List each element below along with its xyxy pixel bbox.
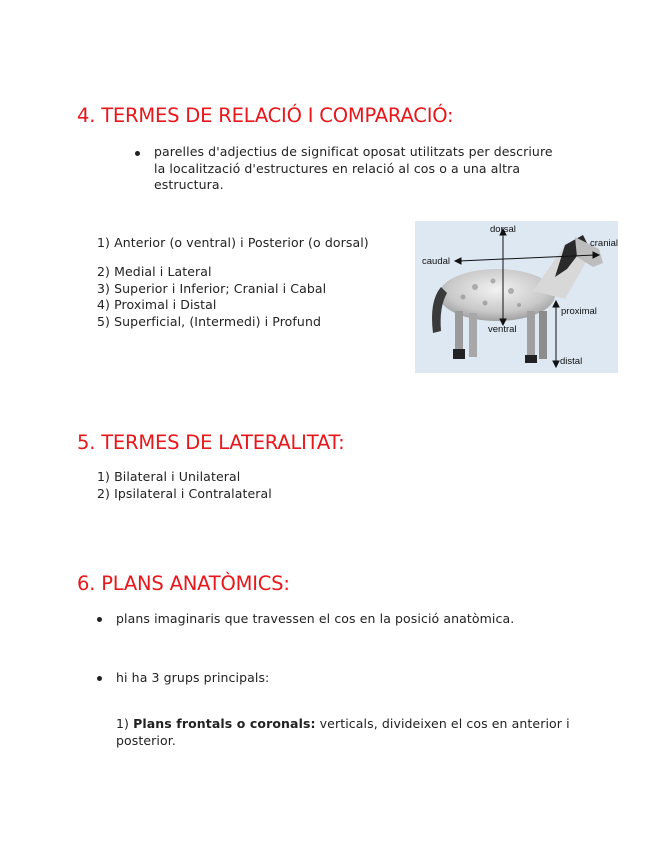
item-line: posterior. bbox=[116, 732, 176, 748]
arrowhead-down bbox=[553, 361, 559, 367]
list-item: 1) Anterior (o ventral) i Posterior (o dorsal) bbox=[97, 235, 369, 250]
section-6-bullet-1: plans imaginaris que travessen el cos en la posició anatòmica. bbox=[116, 611, 515, 626]
label-ventral: ventral bbox=[488, 324, 517, 335]
horse-hoof bbox=[525, 355, 537, 363]
item-term: Plans frontals o coronals: bbox=[133, 716, 316, 731]
section-5-list bbox=[97, 469, 272, 502]
section-6-heading: 6. PLANS ANATÒMICS: bbox=[77, 572, 290, 595]
section-4-bullet-text bbox=[154, 144, 553, 194]
arrowhead-up bbox=[553, 301, 559, 307]
arrowhead-left bbox=[455, 258, 461, 264]
section-6-item-1 bbox=[116, 716, 586, 749]
list-item: 3) Superior i Inferior; Cranial i Cabal bbox=[97, 280, 327, 296]
text-line: parelles d'adjectius de significat oposat utilitzats per descriure bbox=[154, 144, 553, 159]
section-4-heading: 4. TERMES DE RELACIÓ I COMPARACIÓ: bbox=[77, 104, 454, 127]
label-cranial: cranial bbox=[590, 238, 618, 249]
bullet-dot bbox=[97, 676, 102, 681]
horse-illustration bbox=[415, 221, 618, 373]
bullet-dot bbox=[135, 151, 140, 156]
list-item: 2) Ipsilateral i Contralateral bbox=[97, 485, 272, 501]
item-description: verticals, divideixen el cos en anterior i bbox=[315, 716, 570, 731]
label-proximal: proximal bbox=[561, 306, 597, 317]
text-line: estructura. bbox=[154, 177, 224, 192]
label-dorsal: dorsal bbox=[490, 224, 516, 235]
list-item: 4) Proximal i Distal bbox=[97, 297, 217, 312]
horse-hoof bbox=[453, 349, 465, 359]
list-item: 2) Medial i Lateral bbox=[97, 264, 212, 279]
list-item: 5) Superficial, (Intermedi) i Profund bbox=[97, 313, 321, 329]
section-5-heading: 5. TERMES DE LATERALITAT: bbox=[77, 431, 345, 454]
label-caudal: caudal bbox=[422, 256, 450, 267]
item-line bbox=[116, 716, 586, 733]
list-item: 1) Bilateral i Unilateral bbox=[97, 469, 241, 484]
horse-anatomy-figure bbox=[415, 221, 618, 373]
section-4-list bbox=[97, 264, 326, 330]
text-line: la localització d'estructures en relació al cos o a una altra bbox=[154, 160, 521, 176]
item-number: 1) bbox=[116, 716, 134, 731]
bullet-dot bbox=[97, 617, 102, 622]
horse-tail bbox=[432, 287, 447, 333]
horse-leg bbox=[469, 313, 477, 357]
section-6-bullet-2: hi ha 3 grups principals: bbox=[116, 670, 270, 685]
horse-leg bbox=[539, 311, 547, 359]
horse-leg bbox=[527, 311, 535, 361]
label-distal: distal bbox=[560, 356, 583, 367]
